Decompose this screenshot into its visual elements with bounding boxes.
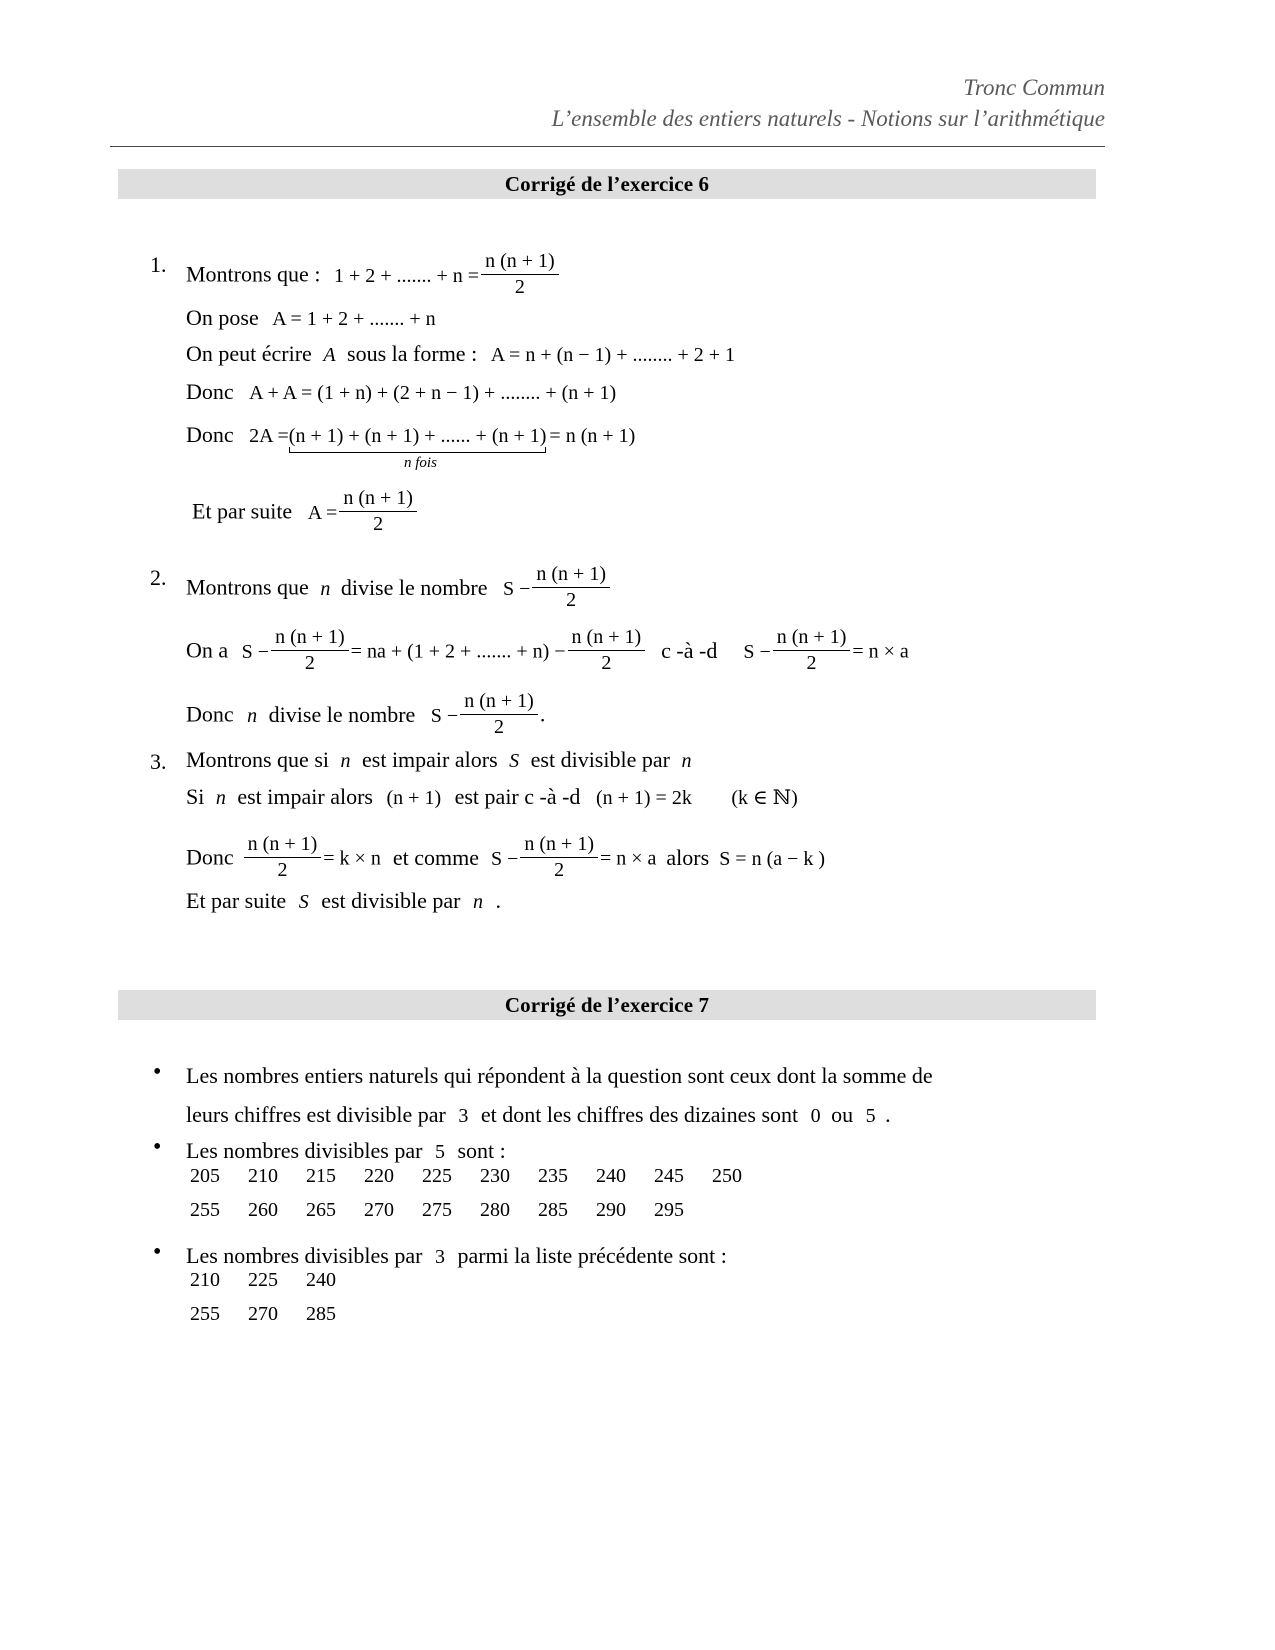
bullet2-number-row-2	[190, 1199, 712, 1222]
number-cell: 210	[190, 1269, 220, 1291]
item1-suite-line	[192, 489, 419, 538]
item2-ona-fraction-3	[773, 626, 851, 675]
item2-lead-expr: S −	[502, 577, 531, 600]
bullet-icon-1: •	[153, 1059, 162, 1085]
item3-donc-denominator-1: 2	[277, 859, 288, 881]
bullet1-line2-text-b: et dont les chiffres des dizaines sont	[480, 1102, 799, 1127]
item2-ona-denominator-2: 2	[601, 652, 612, 674]
bullet1-line2-text-a: leurs chiffres est divisible par	[186, 1102, 446, 1127]
number-cell: 225	[248, 1269, 278, 1291]
list-number-3: 3.	[150, 749, 167, 774]
item1-sum-denominator: 2	[514, 276, 525, 298]
banner-exercise-7: Corrigé de l’exercice 7	[118, 990, 1096, 1020]
item2-ona-rhs-end: = n × a	[852, 640, 909, 663]
item1-donc2-line	[186, 424, 635, 446]
bullet1-line2-text-c: ou	[831, 1102, 854, 1127]
number-cell: 270	[248, 1303, 278, 1325]
item3-suite-variable-s: S	[298, 891, 309, 913]
item3-si-expr-2: (n + 1) = 2k	[595, 787, 692, 809]
item3-donc-equation-2: = n × a	[599, 847, 657, 870]
item2-lead-line	[186, 565, 612, 614]
item3-donc-denominator-2: 2	[554, 859, 565, 881]
banner-exercise-6: Corrigé de l’exercice 6	[118, 169, 1096, 199]
number-cell: 255	[190, 1199, 220, 1221]
item1-forme-text-b: sous la forme :	[347, 341, 478, 366]
number-cell: 260	[248, 1199, 278, 1221]
item2-lead-numerator: n (n + 1)	[532, 563, 610, 588]
item1-donc1-label: Donc	[186, 379, 234, 404]
item3-donc-numerator-1: n (n + 1)	[244, 833, 322, 858]
underbrace-rule-icon	[289, 452, 547, 453]
item1-donc2-lhs: 2A =	[249, 425, 289, 447]
item3-suite-period: .	[495, 888, 502, 913]
item1-onpose-line	[186, 307, 436, 329]
item3-si-text-c: est pair c -à -d	[454, 784, 581, 809]
bullet1-line2-number-5: 5	[865, 1105, 876, 1127]
item2-ona-numerator-1: n (n + 1)	[271, 626, 349, 651]
number-cell: 270	[364, 1199, 394, 1221]
item1-forme-text-a: On peut écrire	[186, 341, 312, 366]
item1-underbrace-group	[289, 426, 547, 446]
list-number-1: 1.	[150, 252, 167, 277]
item3-donc-middle-text: et comme	[392, 844, 479, 870]
item3-suite-variable-n: n	[473, 891, 484, 913]
item1-suite-fraction	[339, 487, 417, 536]
item1-forme-line	[186, 343, 735, 365]
bullet1-line2-number-3: 3	[458, 1105, 469, 1127]
bullet1-line1: Les nombres entiers naturels qui répondent à la question sont ceux dont la somme de	[186, 1063, 933, 1088]
number-cell: 235	[538, 1165, 568, 1187]
header-line-tronc-commun: Tronc Commun	[963, 75, 1105, 100]
bullet3-number-3: 3	[434, 1246, 445, 1268]
bullet3-text-b: parmi la liste précédente sont :	[457, 1243, 727, 1268]
item3-lead-variable-n2: n	[681, 750, 692, 772]
number-cell: 285	[306, 1303, 336, 1325]
item3-donc-line	[186, 835, 825, 884]
item3-donc-final: S = n (a − k )	[719, 847, 826, 870]
number-cell: 240	[306, 1269, 336, 1291]
bullet2-number-row-1	[190, 1165, 770, 1188]
item2-ona-denominator-1: 2	[304, 652, 315, 674]
item2-donc-denominator: 2	[494, 716, 504, 738]
item2-ona-fraction-1	[271, 626, 349, 675]
item2-ona-middle: = na + (1 + 2 + ....... + n) −	[350, 640, 566, 663]
item3-donc-fraction-1	[244, 833, 322, 882]
item3-lead-variable-s: S	[509, 750, 520, 772]
item1-donc1-line	[186, 381, 616, 403]
item1-donc2-rhs: = n (n + 1)	[549, 425, 636, 447]
item3-suite-text-a: Et par suite	[186, 888, 287, 913]
item1-suite-label: Et par suite	[192, 498, 293, 524]
item1-donc2-label: Donc	[186, 422, 234, 447]
item1-sum-numerator: n (n + 1)	[481, 250, 559, 275]
item2-donc-line	[186, 692, 545, 741]
item1-sum-lhs: 1 + 2 + ....... + n =	[333, 264, 480, 287]
item2-ona-numerator-2: n (n + 1)	[568, 626, 646, 651]
item1-suite-numerator: n (n + 1)	[339, 487, 417, 512]
bullet2-text-b: sont :	[457, 1138, 506, 1163]
item3-lead-text-b: est impair alors	[362, 747, 498, 772]
item2-donc-period: .	[539, 701, 546, 727]
item1-onpose-math: A = 1 + 2 + ....... + n	[272, 308, 436, 330]
page-header	[110, 72, 1105, 134]
number-cell: 290	[596, 1199, 626, 1221]
number-cell: 295	[654, 1199, 684, 1221]
item2-ona-denominator-3: 2	[806, 652, 817, 674]
item2-ona-cad: c -à -d	[661, 637, 718, 663]
item2-lead-text-b: divise le nombre	[340, 574, 488, 600]
item1-sum-fraction	[481, 250, 559, 299]
item3-lead-text-c: est divisible par	[530, 747, 670, 772]
item1-forme-variable: A	[323, 344, 336, 366]
item1-lead-line	[186, 252, 561, 301]
item3-suite-line	[186, 890, 501, 912]
number-cell: 245	[654, 1165, 684, 1187]
item2-donc-text: divise le nombre	[268, 701, 416, 727]
number-cell: 280	[480, 1199, 510, 1221]
item2-lead-text-a: Montrons que	[186, 574, 309, 600]
number-cell: 265	[306, 1199, 336, 1221]
bullet3-number-row-1	[190, 1269, 364, 1292]
item3-si-line	[186, 786, 798, 808]
number-cell: 230	[480, 1165, 510, 1187]
bullet1-line2	[186, 1096, 891, 1135]
item2-ona-label: On a	[186, 637, 229, 663]
item2-ona-rhs-lhs: S −	[743, 640, 771, 663]
item3-donc-label: Donc	[186, 844, 234, 870]
number-cell: 205	[190, 1165, 220, 1187]
bullet2-text-a: Les nombres divisibles par	[186, 1138, 423, 1163]
number-cell: 285	[538, 1199, 568, 1221]
number-cell: 275	[422, 1199, 452, 1221]
item1-onpose-label: On pose	[186, 305, 259, 330]
item3-donc-fraction-2	[520, 833, 598, 882]
item3-lead-variable-n1: n	[340, 750, 351, 772]
item1-forme-math: A = n + (n − 1) + ........ + 2 + 1	[490, 344, 736, 366]
item3-si-condition: (k ∈ ℕ)	[731, 787, 798, 809]
item2-donc-label: Donc	[186, 701, 234, 727]
header-divider	[110, 146, 1105, 147]
item3-suite-text-b: est divisible par	[321, 888, 461, 913]
item2-ona-lhs: S −	[241, 640, 270, 663]
item2-ona-fraction-2	[568, 626, 646, 675]
item3-lead-line	[186, 749, 691, 771]
bullet-icon-2: •	[153, 1134, 162, 1160]
item2-donc-numerator: n (n + 1)	[460, 690, 538, 715]
number-cell: 220	[364, 1165, 394, 1187]
bullet3-number-row-2	[190, 1303, 364, 1326]
item2-lead-denominator: 2	[566, 589, 577, 611]
number-cell: 250	[712, 1165, 742, 1187]
item1-donc1-math: A + A = (1 + n) + (2 + n − 1) + ........ + (n + 1)	[249, 382, 617, 404]
item1-underbrace-label: n fois	[404, 455, 437, 471]
number-cell: 215	[306, 1165, 336, 1187]
number-cell: 240	[596, 1165, 626, 1187]
item2-donc-fraction	[460, 690, 538, 739]
item3-si-text-a: Si	[186, 784, 205, 809]
list-number-2: 2.	[150, 565, 167, 590]
item3-si-variable: n	[215, 787, 226, 809]
number-cell: 210	[248, 1165, 278, 1187]
bullet3-text-a: Les nombres divisibles par	[186, 1243, 423, 1268]
item2-donc-variable: n	[247, 704, 258, 727]
header-line-subject: L’ensemble des entiers naturels - Notions sur l’arithmétique	[551, 106, 1105, 131]
bullet1-line2-number-0: 0	[810, 1105, 821, 1127]
item3-donc-equation-1: = k × n	[323, 847, 381, 870]
bullet-icon-3: •	[153, 1239, 162, 1265]
number-cell: 225	[422, 1165, 452, 1187]
item1-suite-denominator: 2	[373, 513, 384, 535]
item3-si-text-b: est impair alors	[237, 784, 373, 809]
item1-suite-lhs: A =	[307, 501, 338, 524]
item2-lead-fraction	[532, 563, 610, 612]
number-cell: 255	[190, 1303, 220, 1325]
item2-ona-line	[186, 628, 909, 677]
bullet1-line2-period: .	[885, 1102, 891, 1127]
item1-lead-text: Montrons que :	[186, 261, 321, 287]
item3-donc-lhs-2: S −	[490, 847, 519, 870]
item2-ona-numerator-3: n (n + 1)	[773, 626, 851, 651]
item3-donc-numerator-2: n (n + 1)	[520, 833, 598, 858]
item3-lead-text-a: Montrons que si	[186, 747, 329, 772]
item1-underbrace-expression: (n + 1) + (n + 1) + ...... + (n + 1)	[288, 425, 547, 447]
item2-lead-variable: n	[320, 577, 331, 600]
item3-si-expr-1: (n + 1)	[386, 787, 442, 809]
item3-donc-alors: alors	[666, 844, 710, 870]
item2-donc-expr: S −	[430, 704, 459, 727]
bullet2-number-5: 5	[434, 1141, 445, 1163]
